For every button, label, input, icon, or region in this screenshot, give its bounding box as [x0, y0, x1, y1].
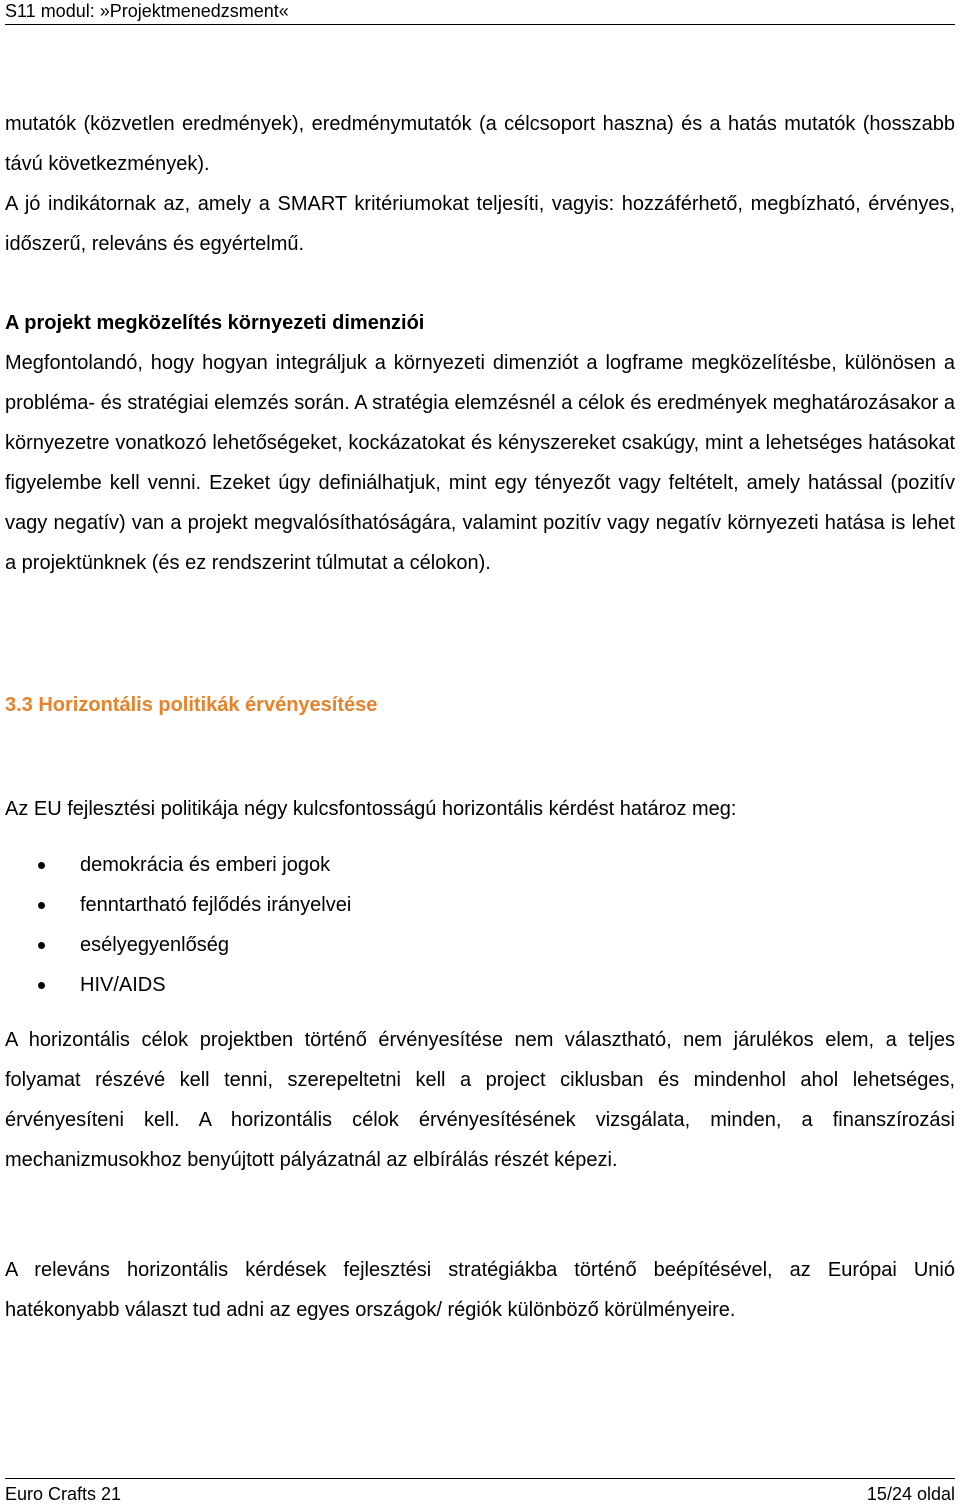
horizontal-issues-list	[5, 845, 905, 1005]
page-footer	[5, 1478, 955, 1503]
header-title: S11 modul: »Projektmenedzsment«	[5, 1, 289, 21]
list-item: esélyegyenlőség	[5, 925, 905, 965]
bullet-icon	[38, 942, 45, 949]
subheading-environmental-dimensions: A projekt megközelítés környezeti dimenziói	[5, 312, 425, 334]
footer-project-name: Euro Crafts 21	[5, 1484, 122, 1504]
list-item: fenntartható fejlődés irányelvei	[5, 885, 905, 925]
bullet-icon	[38, 982, 45, 989]
list-item: HIV/AIDS	[5, 965, 905, 1005]
page-header	[5, 0, 955, 25]
paragraph-smart-criteria: A jó indikátornak az, amely a SMART kritériumokat teljesíti, vagyis: hozzáférhető, megbízható, érvényes, időszerű, releváns és egyértelmű.	[5, 193, 955, 255]
footer-page-number: 15/24 oldal	[866, 1484, 955, 1504]
paragraph-relevant-horizontal-issues: A releváns horizontális kérdések fejlesztési stratégiákba történő beépítésével, az Európai Unió hatékonyabb választ tud adni az egyes országok/ régiók különböző körülményeire.	[5, 1259, 955, 1321]
paragraph-indicators-types: mutatók (közvetlen eredmények), eredménymutatók (a célcsoport haszna) és a hatás mutatók (hosszabb távú következmények).	[5, 113, 955, 175]
paragraph-horizontal-goals: A horizontális célok projektben történő érvényesítése nem választható, nem járulékos elem, a teljes folyamat részévé kell tenni, szerepeltetni kell a project ciklusban és mindenhol ahol lehetséges, érvényesíteni kell. A horizontális célok érvényesítésének vizsgálata, minden, a finanszírozási mechanizmusokhoz benyújtott pályázatnál az elbírálás részét képezi.	[5, 1029, 955, 1171]
list-item: demokrácia és emberi jogok	[5, 845, 905, 885]
section-heading-horizontal-policies: 3.3 Horizontális politikák érvényesítése	[5, 694, 378, 716]
paragraph-environmental-dimension: Megfontolandó, hogy hogyan integráljuk a környezeti dimenziót a logframe megközelítésbe, különösen a probléma- és stratégiai elemzés során. A stratégia elemzésnél a célok és eredmények meghatározásakor a környezetre vonatkozó lehetőségeket, kockázatokat és kényszereket csakúgy, mint a lehetséges hatásokat figyelembe kell venni. Ezeket úgy definiálhatjuk, mint egy tényezőt vagy feltételt, amely hatással (pozitív vagy negatív) van a projekt megvalósíthatóságára, valamint pozitív vagy negatív környezeti hatása is lehet a projektünknek (és ez rendszerint túlmutat a célokon).	[5, 352, 955, 574]
paragraph-eu-policy-intro: Az EU fejlesztési politikája négy kulcsfontosságú horizontális kérdést határoz meg:	[5, 798, 737, 820]
bullet-icon	[38, 862, 45, 869]
bullet-icon	[38, 902, 45, 909]
